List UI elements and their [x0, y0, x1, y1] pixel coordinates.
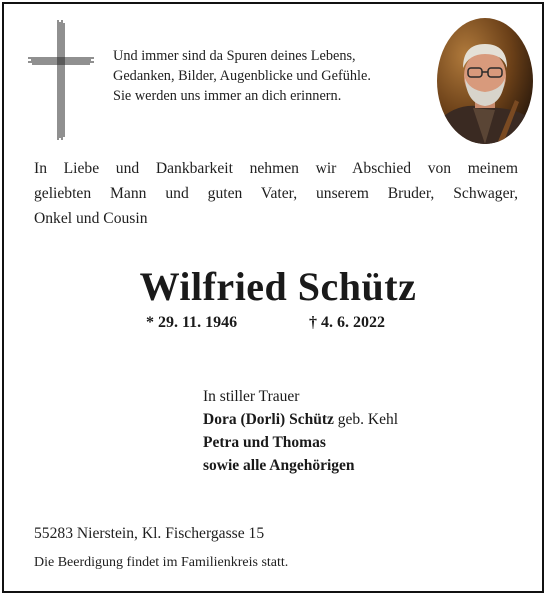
deceased-name: Wilfried Schütz	[139, 264, 417, 309]
children-names: Petra und Thomas	[203, 434, 326, 451]
motto-line-3: Sie werden uns immer an dich erinnern.	[113, 88, 342, 104]
intro-line-2: geliebten Mann und guten Vater, unserem Bruder, Schwager,	[34, 185, 518, 202]
death-date: † 4. 6. 2022	[309, 314, 385, 331]
funeral-note: Die Beerdigung findet im Familienkreis statt.	[34, 555, 289, 570]
portrait-photo	[437, 18, 533, 144]
cross-icon	[28, 20, 94, 140]
other-relatives: sowie alle Angehörigen	[203, 457, 355, 474]
motto-line-1: Und immer sind da Spuren deines Lebens,	[113, 48, 356, 64]
address: 55283 Nierstein, Kl. Fischergasse 15	[34, 525, 265, 542]
mourning-heading: In stiller Trauer	[203, 388, 300, 405]
motto-verse	[113, 46, 423, 106]
spouse-name: Dora (Dorli) Schütz	[203, 411, 334, 428]
mourners-block	[203, 385, 398, 477]
intro-line-3: Onkel und Cousin	[34, 210, 148, 227]
spouse-maiden-name: geb. Kehl	[333, 411, 399, 428]
birth-date: * 29. 11. 1946	[146, 314, 238, 331]
intro-text	[34, 156, 518, 231]
intro-line-1: In Liebe und Dankbarkeit nehmen wir Abschied von meinem	[34, 160, 518, 177]
spouse-line	[203, 408, 398, 431]
motto-line-2: Gedanken, Bilder, Augenblicke und Gefühle.	[113, 68, 371, 84]
